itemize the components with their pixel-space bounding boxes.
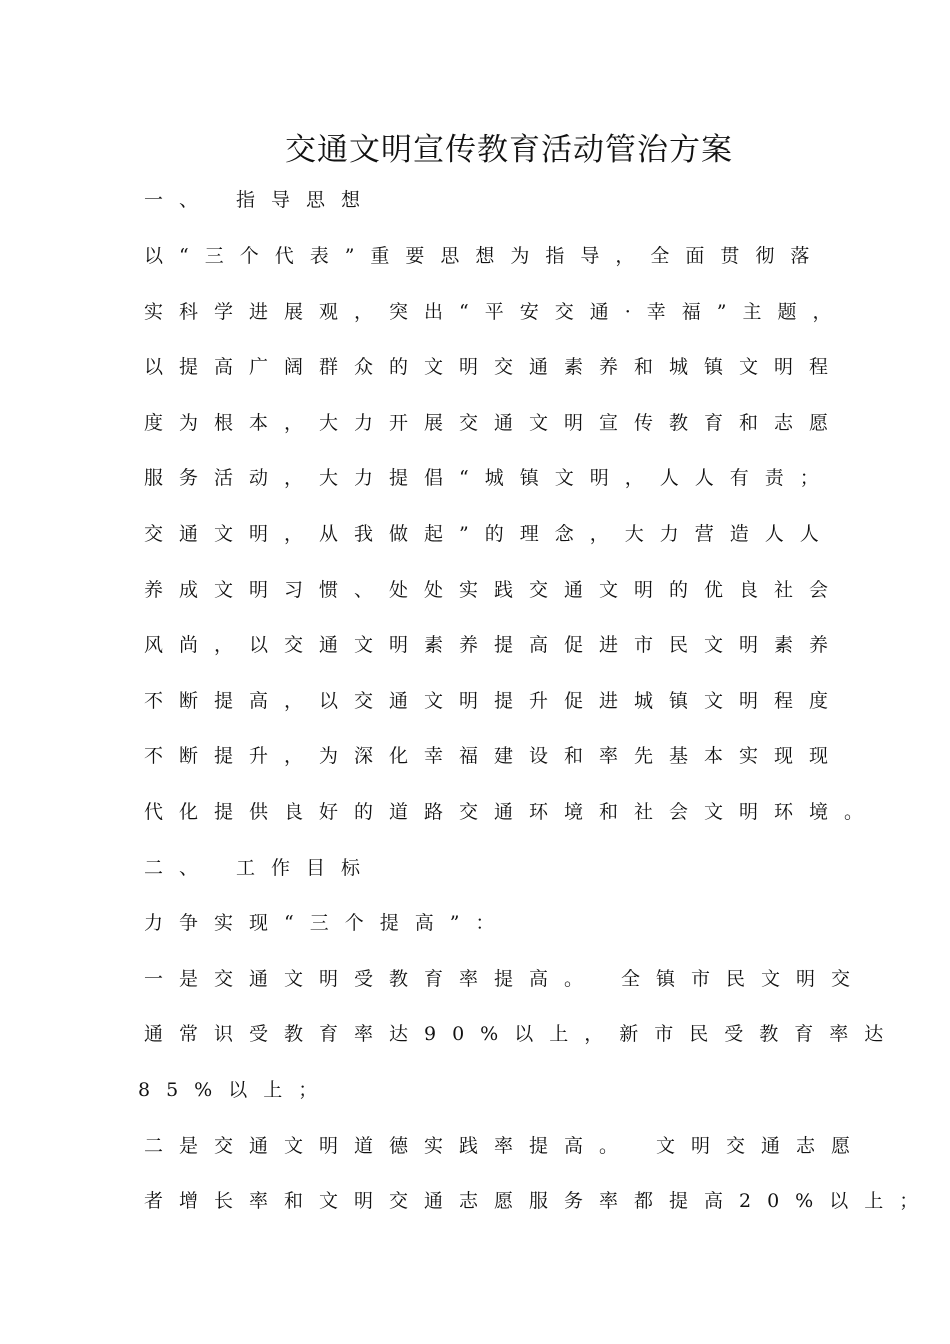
paragraph-line: 代化提供良好的道路交通环境和社会文明环境。 <box>144 801 880 823</box>
paragraph-line: 二是交通文明道德实践率提高。 文明交通志愿 <box>144 1135 867 1157</box>
paragraph-line: 通常识受教育率达90%以上，新市民受教育率达 <box>144 1023 900 1045</box>
section-heading-2: 二、 工作目标 <box>144 857 377 879</box>
paragraph-line: 以提高广阔群众的文明交通素养和城镇文明程 <box>144 356 845 378</box>
paragraph-line: 85%以上； <box>138 1079 334 1101</box>
paragraph-line: 养成文明习惯、处处实践交通文明的优良社会 <box>144 579 845 601</box>
paragraph-line: 度为根本，大力开展交通文明宣传教育和志愿 <box>144 412 845 434</box>
paragraph-line: 交通文明，从我做起”的理念，大力营造人人 <box>144 523 835 545</box>
paragraph-line: 以“三个代表”重要思想为指导，全面贯彻落 <box>144 245 826 267</box>
paragraph-line: 服务活动，大力提倡“城镇文明，人人有责； <box>144 467 835 489</box>
paragraph-line: 一是交通文明受教育率提高。 全镇市民文明交 <box>144 968 867 990</box>
paragraph-line: 力争实现“三个提高”： <box>144 912 511 934</box>
paragraph-line: 者增长率和文明交通志愿服务率都提高20%以上； <box>144 1190 935 1212</box>
paragraph-line: 风尚，以交通文明素养提高促进市民文明素养 <box>144 634 845 656</box>
paragraph-line: 实科学进展观，突出“平安交通·幸福”主题， <box>144 301 848 323</box>
document-title: 交通文明宣传教育活动管治方案 <box>285 132 733 168</box>
paragraph-line: 不断提升，为深化幸福建设和率先基本实现现 <box>144 745 845 767</box>
section-heading-1: 一、 指导思想 <box>144 189 377 211</box>
paragraph-line: 不断提高，以交通文明提升促进城镇文明程度 <box>144 690 845 712</box>
